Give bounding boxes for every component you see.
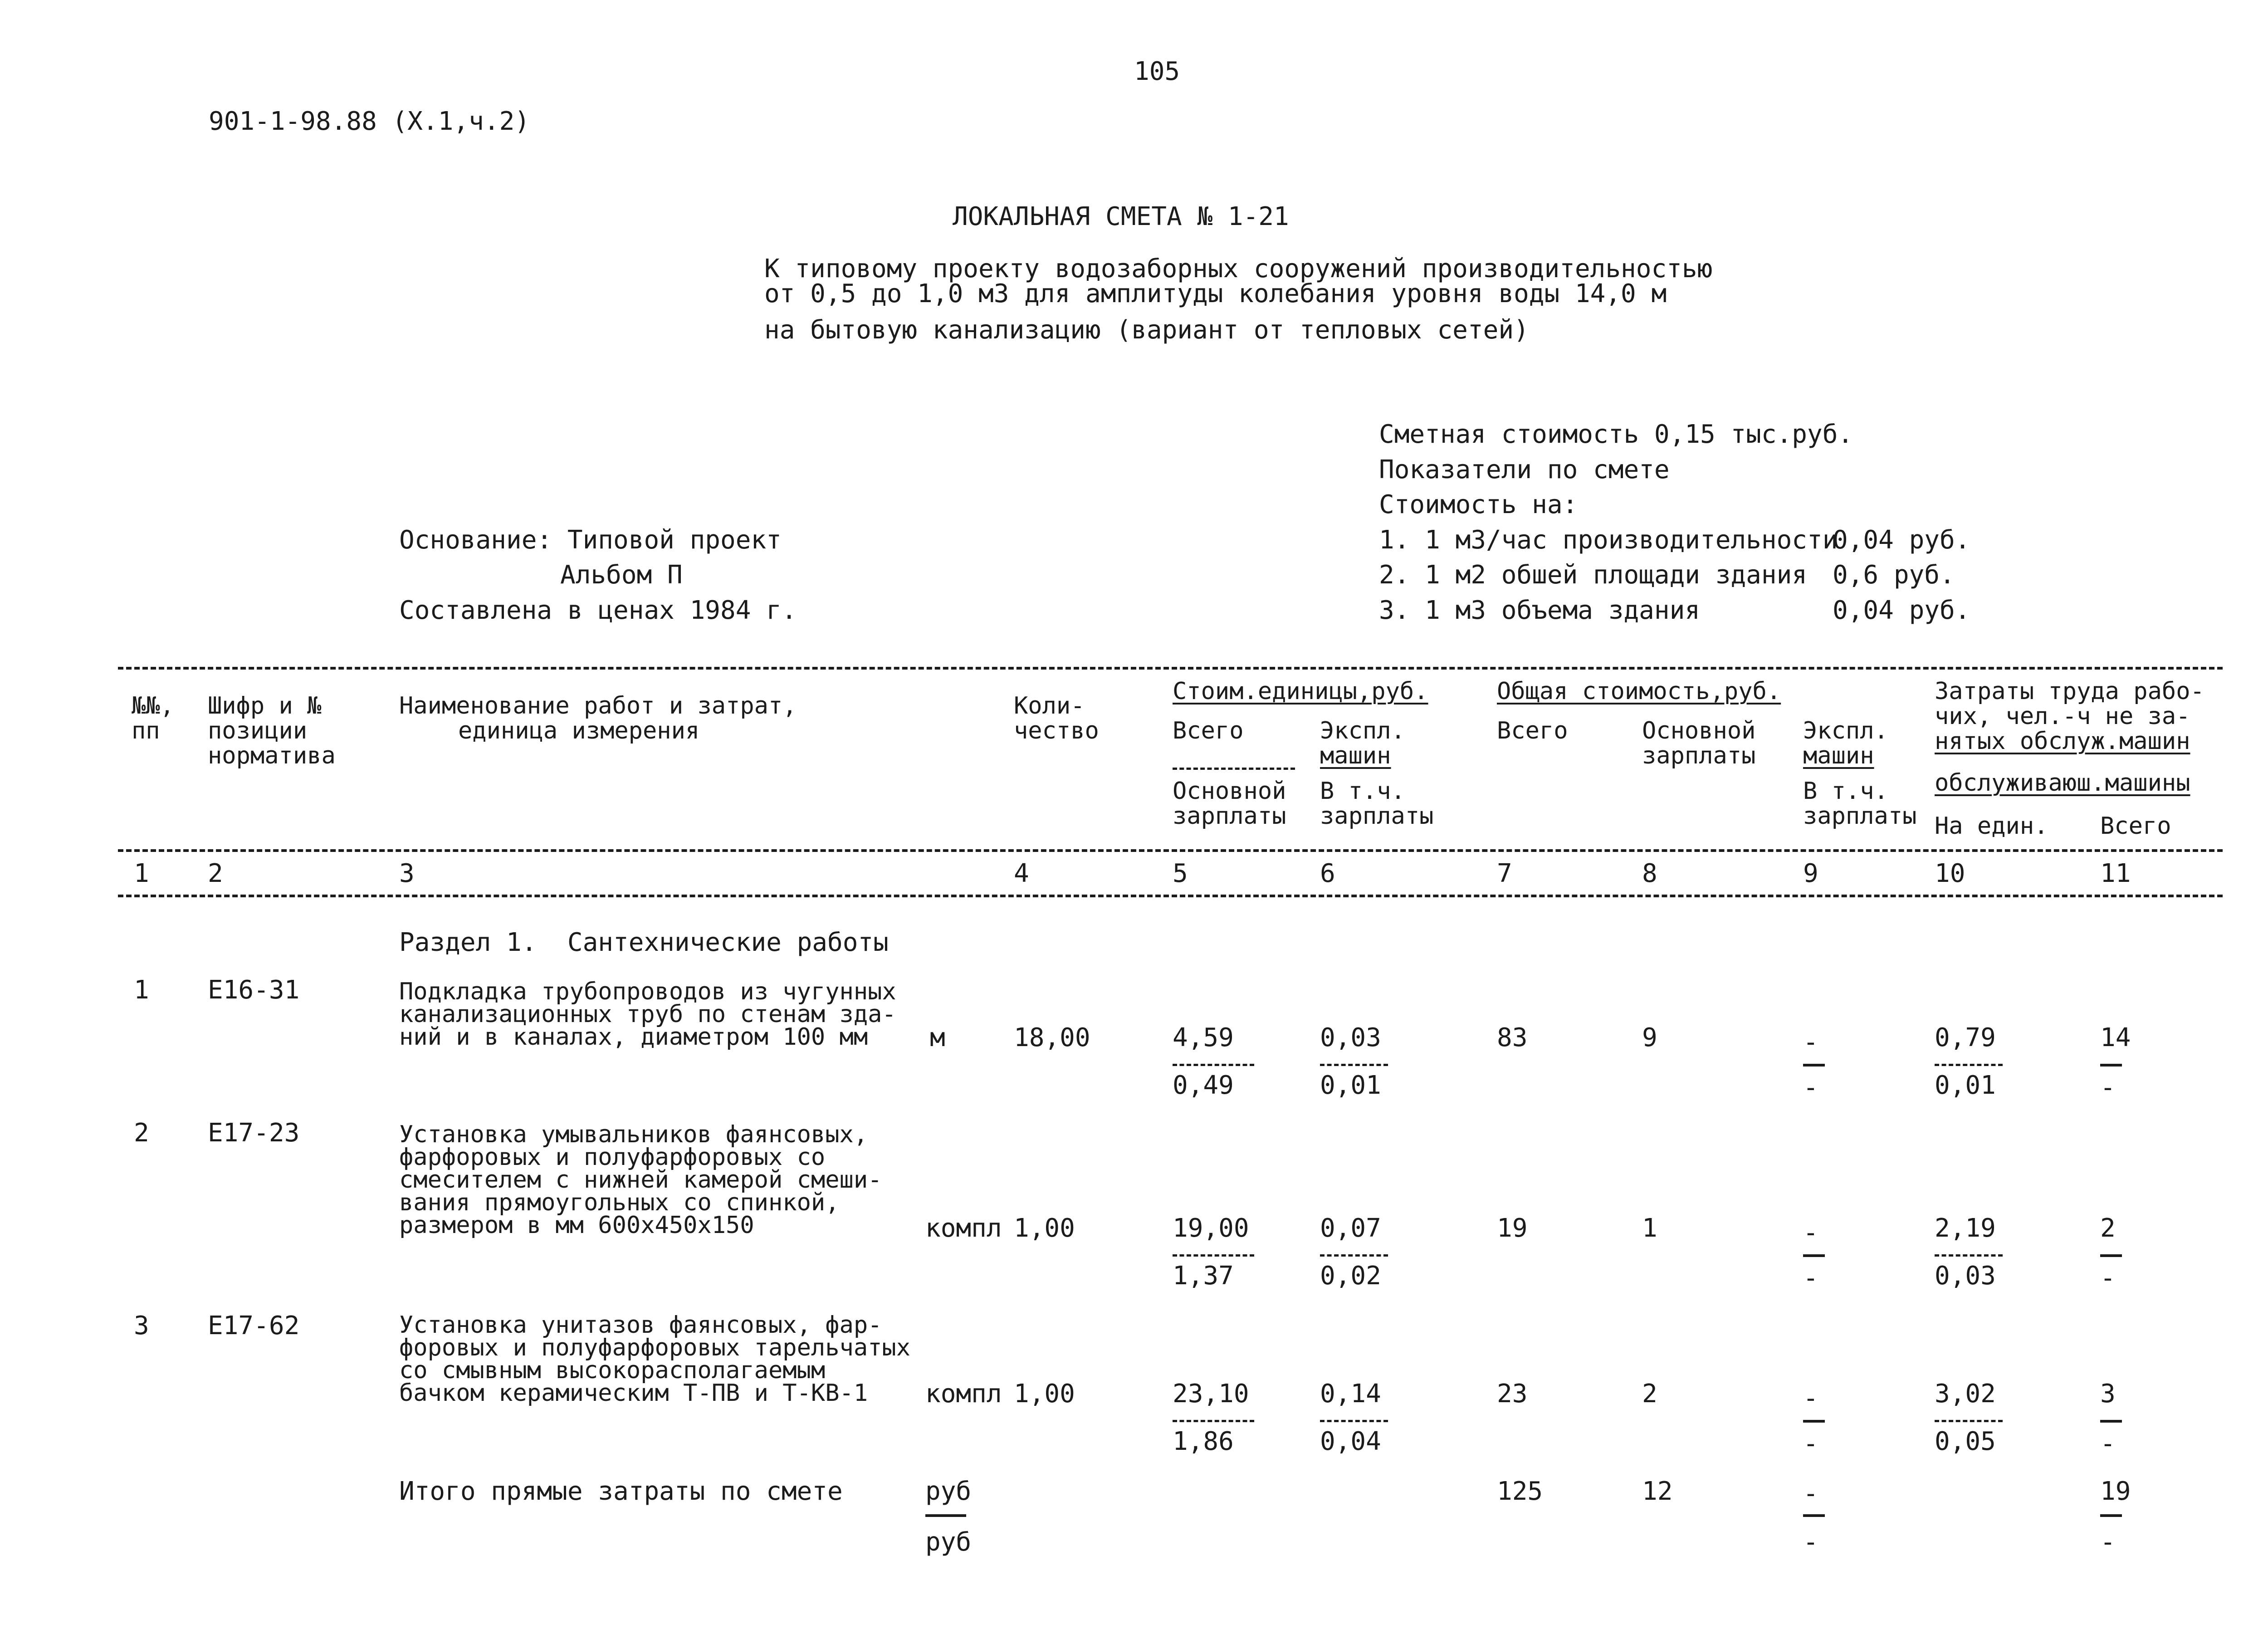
header-col8-line2: зарплаты — [1642, 742, 1756, 769]
row2-number: 2 — [134, 1118, 149, 1148]
col-number-2: 2 — [208, 859, 223, 888]
row1-unit-machine-wage: 0,01 — [1320, 1071, 1381, 1100]
indicators-heading: Показатели по смете — [1379, 455, 1670, 484]
row2-col11-fraction — [2100, 1254, 2122, 1257]
row1-total-machine-wage: - — [1803, 1073, 1818, 1102]
basis-line-2: Альбом П — [560, 560, 683, 590]
row1-col6-fraction — [1320, 1064, 1388, 1066]
row3-unit: компл — [925, 1379, 1002, 1409]
header-col9-top-2: машин — [1803, 742, 1874, 769]
row3-unit-machine-wage: 0,04 — [1320, 1427, 1381, 1456]
row2-labor-unit-b: 0,03 — [1935, 1261, 1996, 1291]
row3-name-4: бачком керамическим Т-ПВ и Т-КВ-1 — [399, 1380, 868, 1407]
row1-col11-fraction — [2100, 1064, 2122, 1067]
row2-col9-fraction — [1803, 1254, 1825, 1257]
col-number-7: 7 — [1497, 859, 1512, 888]
subtitle-line-3: на бытовую канализацию (вариант от тепловых сетей) — [764, 315, 1529, 345]
row3-col6-fraction — [1320, 1420, 1388, 1422]
row2-col10-fraction — [1935, 1254, 2003, 1257]
row2-col5-fraction — [1173, 1254, 1254, 1257]
page-number: 105 — [1134, 57, 1180, 86]
row1-unit: м — [930, 1023, 945, 1052]
row2-qty: 1,00 — [1014, 1213, 1075, 1243]
header-col6-bottom-1: В т.ч. — [1320, 778, 1405, 805]
basis-line-3: Составлена в ценах 1984 г. — [399, 596, 797, 625]
indicator-1-value: 0,04 руб. — [1833, 525, 1970, 555]
header-labor-line2: чих, чел.-ч не за- — [1935, 703, 2190, 730]
row1-labor-total-b: - — [2100, 1073, 2116, 1102]
indicator-3-value: 0,04 руб. — [1833, 596, 1970, 625]
row3-labor-unit-b: 0,05 — [1935, 1427, 1996, 1456]
header-col1-line2: пп — [132, 717, 160, 744]
header-labor-line1: Затраты труда рабо- — [1935, 678, 2204, 705]
row3-total: 23 — [1497, 1379, 1528, 1409]
total-col9-fraction — [1803, 1514, 1825, 1517]
row3-col10-fraction — [1935, 1420, 2003, 1422]
row1-labor-unit: 0,79 — [1935, 1023, 1996, 1052]
row1-code: Е16-31 — [208, 975, 300, 1005]
row2-name-4: вания прямоугольных со спинкой, — [399, 1189, 840, 1216]
subtitle-line-1: К типовому проекту водозаборных сооружений производительностью — [764, 254, 1713, 284]
col-number-11: 11 — [2100, 859, 2131, 888]
indicator-2-label: 2. 1 м2 обшей площади здания — [1379, 560, 1808, 590]
header-labor-line3: нятых обслуж.машин — [1935, 728, 2190, 755]
col-number-3: 3 — [399, 859, 415, 888]
row3-name-1: Установка унитазов фаянсовых, фар- — [399, 1311, 882, 1339]
row2-unit: компл — [925, 1213, 1002, 1243]
header-col5-divider — [1173, 768, 1295, 770]
row2-total-machine-wage: - — [1803, 1263, 1818, 1293]
total-labor: 19 — [2100, 1477, 2131, 1506]
row2-name-3: смесителем с нижней камерой смеши- — [399, 1166, 882, 1194]
col-number-5: 5 — [1173, 859, 1188, 888]
row3-unit-wage: 1,86 — [1173, 1427, 1234, 1456]
row1-total-machines: - — [1803, 1027, 1818, 1057]
total-col11-fraction — [2100, 1514, 2122, 1517]
row3-labor-total: 3 — [2100, 1379, 2116, 1409]
total-unit: руб — [925, 1477, 972, 1506]
col-number-4: 4 — [1014, 859, 1029, 888]
row3-col11-fraction — [2100, 1420, 2122, 1423]
header-col5-bottom-2: зарплаты — [1173, 802, 1286, 830]
row3-total-machine-wage: - — [1803, 1429, 1818, 1458]
row3-unit-machines: 0,14 — [1320, 1379, 1381, 1409]
row1-name-3: ний и в каналах, диаметром 100 мм — [399, 1023, 868, 1051]
row3-labor-total-b: - — [2100, 1429, 2116, 1458]
row2-total-machines: - — [1803, 1218, 1818, 1248]
row2-col6-fraction — [1320, 1254, 1388, 1257]
total-unit-b: руб — [925, 1527, 972, 1557]
row3-total-machines: - — [1803, 1384, 1818, 1413]
row1-name-2: канализационных труб по стенам зда- — [399, 1001, 896, 1028]
row1-qty: 18,00 — [1014, 1023, 1090, 1052]
header-col9-bottom-2: зарплаты — [1803, 802, 1917, 830]
row1-name-1: Подкладка трубопроводов из чугунных — [399, 978, 896, 1005]
header-col7: Всего — [1497, 717, 1568, 744]
header-col11: Всего — [2100, 812, 2171, 840]
table-top-rule — [118, 667, 2223, 670]
total-machines: - — [1803, 1479, 1818, 1508]
cost-per-heading: Стоимость на: — [1379, 490, 1578, 519]
estimated-cost: Сметная стоимость 0,15 тыс.руб. — [1379, 420, 1853, 449]
section-heading: Раздел 1. Сантехнические работы — [399, 928, 889, 957]
header-labor-line4: обслуживаюш.машины — [1935, 769, 2190, 797]
row3-number: 3 — [134, 1311, 149, 1340]
col-number-9: 9 — [1803, 859, 1818, 888]
header-col9-bottom-1: В т.ч. — [1803, 778, 1888, 805]
document-title: ЛОКАЛЬНАЯ СМЕТА № 1-21 — [953, 202, 1289, 231]
header-col4-line1: Коли- — [1014, 692, 1085, 719]
row2-total: 19 — [1497, 1213, 1528, 1243]
row2-labor-total-b: - — [2100, 1263, 2116, 1293]
row3-labor-unit: 3,02 — [1935, 1379, 1996, 1409]
total-unit-fraction — [925, 1514, 966, 1517]
row2-unit-machines: 0,07 — [1320, 1213, 1381, 1243]
header-col3-line1: Наименование работ и затрат, — [399, 692, 797, 719]
header-col2-line1: Шифр и № — [208, 692, 322, 719]
row2-unit-machine-wage: 0,02 — [1320, 1261, 1381, 1291]
row3-col5-fraction — [1173, 1420, 1254, 1422]
total-wage: 12 — [1642, 1477, 1673, 1506]
row3-col9-fraction — [1803, 1420, 1825, 1423]
indicator-2-value: 0,6 руб. — [1833, 560, 1955, 590]
header-col6-top-2: машин — [1320, 742, 1391, 769]
header-col2-line3: норматива — [208, 742, 336, 769]
indicator-3-label: 3. 1 м3 объема здания — [1379, 596, 1701, 625]
row1-total: 83 — [1497, 1023, 1528, 1052]
row1-unit-machines: 0,03 — [1320, 1023, 1381, 1052]
row2-code: Е17-23 — [208, 1118, 300, 1148]
header-col5-bottom-1: Основной — [1173, 778, 1286, 805]
row2-unit-total: 19,00 — [1173, 1213, 1249, 1243]
header-total-cost: Общая стоимость,руб. — [1497, 678, 1781, 705]
row3-code: Е17-62 — [208, 1311, 300, 1340]
document-code: 901-1-98.88 (X.1,ч.2) — [209, 107, 530, 136]
col-number-8: 8 — [1642, 859, 1657, 888]
col-number-1: 1 — [134, 859, 149, 888]
row2-name-5: размером в мм 600х450х150 — [399, 1212, 754, 1239]
row2-unit-wage: 1,37 — [1173, 1261, 1234, 1291]
row1-col10-fraction — [1935, 1064, 2003, 1066]
header-bottom-rule — [118, 849, 2223, 852]
total-sum: 125 — [1497, 1477, 1543, 1506]
total-label: Итого прямые затраты по смете — [399, 1477, 843, 1506]
row2-name-1: Установка умывальников фаянсовых, — [399, 1121, 868, 1148]
header-col4-line2: чество — [1014, 717, 1099, 744]
row2-name-2: фарфоровых и полуфарфоровых со — [399, 1144, 826, 1171]
indicator-1-label: 1. 1 м3/час производительности — [1379, 525, 1838, 555]
total-machine-wage: - — [1803, 1527, 1818, 1557]
header-col10: На един. — [1935, 812, 2048, 840]
header-col9-top-1: Экспл. — [1803, 717, 1888, 744]
header-col5-top: Всего — [1173, 717, 1244, 744]
row1-number: 1 — [134, 975, 149, 1005]
row1-col9-fraction — [1803, 1064, 1825, 1067]
col-number-6: 6 — [1320, 859, 1335, 888]
row2-labor-total: 2 — [2100, 1213, 2116, 1243]
row1-unit-total: 4,59 — [1173, 1023, 1234, 1052]
row3-name-2: форовых и полуфарфоровых тарельчатых — [399, 1334, 911, 1361]
col-number-bottom-rule — [118, 895, 2223, 897]
header-col6-bottom-2: зарплаты — [1320, 802, 1434, 830]
row2-total-wage: 1 — [1642, 1213, 1657, 1243]
row3-qty: 1,00 — [1014, 1379, 1075, 1409]
header-col8-line1: Основной — [1642, 717, 1756, 744]
row2-labor-unit: 2,19 — [1935, 1213, 1996, 1243]
col-number-10: 10 — [1935, 859, 1965, 888]
row1-total-wage: 9 — [1642, 1023, 1657, 1052]
row3-total-wage: 2 — [1642, 1379, 1657, 1409]
row1-labor-unit-b: 0,01 — [1935, 1071, 1996, 1100]
header-col6-top-1: Экспл. — [1320, 717, 1405, 744]
row3-unit-total: 23,10 — [1173, 1379, 1249, 1409]
row1-labor-total: 14 — [2100, 1023, 2131, 1052]
subtitle-line-2: от 0,5 до 1,0 м3 для амплитуды колебания уровня воды 14,0 м — [764, 279, 1667, 308]
header-col1-line1: №№, — [132, 692, 174, 719]
header-col3-line2: единица измерения — [458, 717, 700, 744]
total-labor-b: - — [2100, 1527, 2116, 1557]
row1-unit-wage: 0,49 — [1173, 1071, 1234, 1100]
header-col2-line2: позиции — [208, 717, 308, 744]
basis-line-1: Основание: Типовой проект — [399, 525, 782, 555]
row1-col5-fraction — [1173, 1064, 1254, 1066]
row3-name-3: со смывным высокорасполагаемым — [399, 1357, 826, 1384]
header-unit-cost: Стоим.единицы,руб. — [1173, 678, 1428, 705]
